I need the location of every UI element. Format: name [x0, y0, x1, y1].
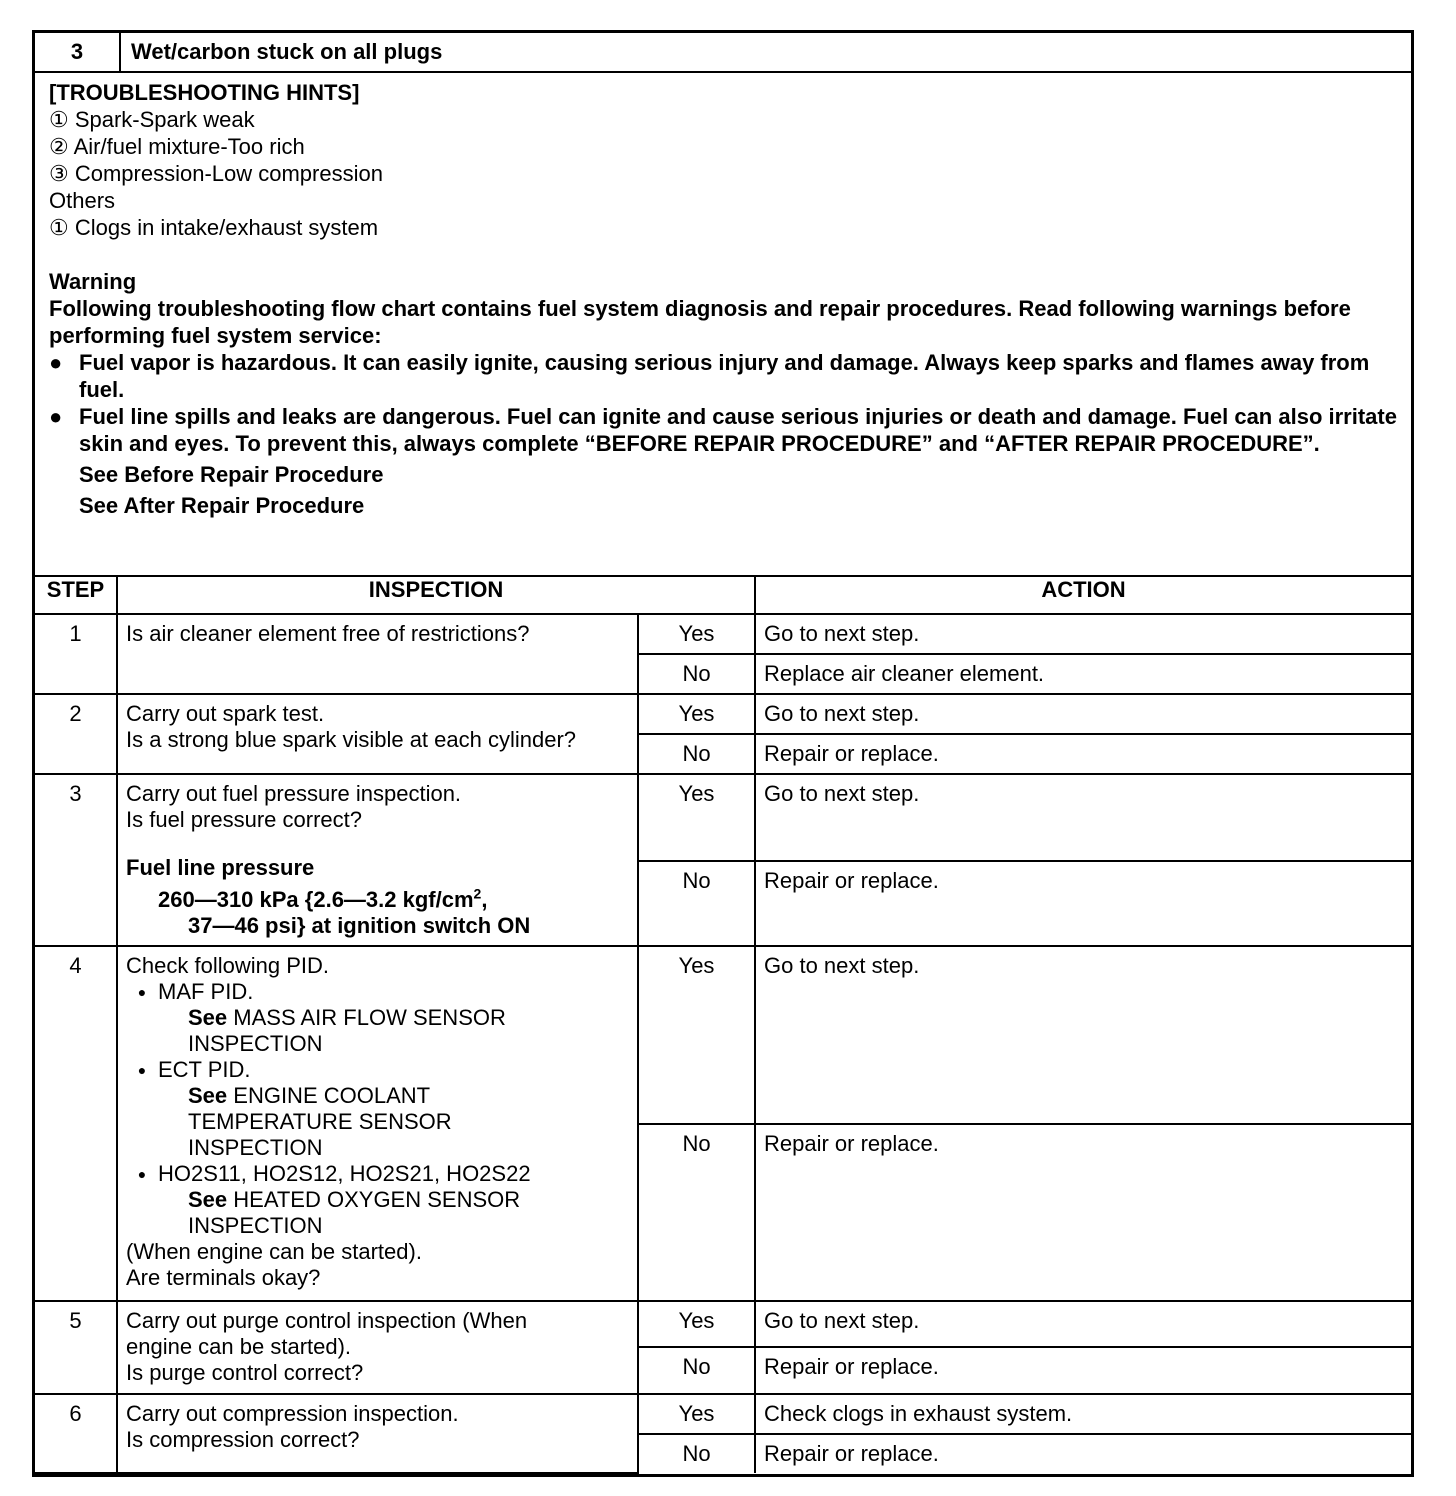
- no-label: No: [638, 861, 755, 947]
- yes-action: Go to next step.: [755, 1301, 1411, 1347]
- warning-intro: Following troubleshooting flow chart contains fuel system diagnosis and repair procedures. Read following warnings before performing fuel system service:: [49, 296, 1351, 348]
- inspection-line: ● ECT PID.: [126, 1057, 629, 1083]
- bullet-icon: ●: [137, 1062, 147, 1079]
- header-action: ACTION: [755, 577, 1411, 614]
- others-item: ① Clogs in intake/exhaust system: [49, 215, 379, 240]
- steps-table: [35, 577, 1411, 1474]
- before-repair-link[interactable]: See Before Repair Procedure: [79, 462, 384, 487]
- yes-label: Yes: [638, 1301, 755, 1347]
- inspection-line: INSPECTION: [188, 1213, 323, 1239]
- header-inspection: INSPECTION: [117, 577, 755, 614]
- step-number: 2: [35, 694, 117, 774]
- yes-label: Yes: [638, 774, 755, 861]
- step-inspection: [117, 1394, 638, 1473]
- bullet-icon: ●: [137, 1166, 147, 1183]
- step-inspection: [117, 774, 638, 946]
- inspection-line: INSPECTION: [188, 1135, 323, 1161]
- no-label: No: [638, 654, 755, 694]
- hints-heading: [TROUBLESHOOTING HINTS]: [49, 80, 360, 105]
- step-row-2-yes: [35, 694, 1411, 734]
- symptom-title: Wet/carbon stuck on all plugs: [131, 39, 443, 64]
- no-action: Repair or replace.: [755, 734, 1411, 774]
- inspection-line: Fuel line pressure: [126, 855, 315, 880]
- inspection-line: engine can be started).: [126, 1334, 352, 1360]
- symptom-number: 3: [35, 33, 121, 71]
- no-label: No: [638, 1347, 755, 1394]
- yes-action: Go to next step.: [755, 694, 1411, 734]
- bullet-icon: ●: [49, 404, 63, 429]
- inspection-line: Is a strong blue spark visible at each cylinder?: [126, 727, 577, 752]
- inspection-line: INSPECTION: [188, 1031, 323, 1057]
- inspection-line: ● HO2S11, HO2S12, HO2S21, HO2S22: [126, 1161, 629, 1187]
- warning-bullet: ● Fuel vapor is hazardous. It can easily ignite, causing serious injury and damage. Always keep sparks and flames away from fuel.: [49, 350, 1370, 402]
- no-label: No: [638, 734, 755, 774]
- inspection-line: Is fuel pressure correct?: [126, 807, 362, 832]
- no-action: Repair or replace.: [755, 1434, 1411, 1473]
- step-inspection: [117, 946, 638, 1301]
- step-row-3-yes: [35, 774, 1411, 861]
- warning-bullet: ● Fuel line spills and leaks are dangerous. Fuel can ignite and cause serious injuries or death and damage. Fuel can also irritate skin and eyes. To prevent this, always complete “BEFORE REPAIR PROCEDURE” and “AFTER REPAIR PROCEDURE”.: [49, 404, 1397, 456]
- yes-action: Check clogs in exhaust system.: [755, 1394, 1411, 1434]
- step-number: 1: [35, 614, 117, 694]
- troubleshooting-document: [32, 30, 1414, 1477]
- inspection-line: Is purge control correct?: [126, 1360, 364, 1386]
- no-label: No: [638, 1124, 755, 1301]
- step-number: 3: [35, 774, 117, 946]
- step-inspection: [117, 614, 638, 694]
- no-action: Replace air cleaner element.: [755, 654, 1411, 694]
- step-number: 6: [35, 1394, 117, 1473]
- yes-label: Yes: [638, 614, 755, 654]
- inspection-line: TEMPERATURE SENSOR: [188, 1109, 452, 1135]
- yes-label: Yes: [638, 1394, 755, 1434]
- step-number: 4: [35, 946, 117, 1301]
- inspection-line: See HEATED OXYGEN SENSOR: [188, 1187, 521, 1213]
- inspection-line: (When engine can be started).: [126, 1239, 422, 1265]
- yes-action: Go to next step.: [755, 774, 1411, 861]
- step-row-5-yes: [35, 1301, 1411, 1347]
- step-row-6-yes: [35, 1394, 1411, 1434]
- inspection-line: Are terminals okay?: [126, 1265, 321, 1291]
- others-label: Others: [49, 188, 116, 213]
- step-row-1-yes: [35, 614, 1411, 654]
- no-label: No: [638, 1434, 755, 1473]
- bullet-icon: ●: [137, 984, 147, 1001]
- yes-action: Go to next step.: [755, 614, 1411, 654]
- hints-section: [35, 73, 1411, 577]
- inspection-line: Carry out compression inspection.: [126, 1401, 459, 1427]
- inspection-line: See ENGINE COOLANT: [188, 1083, 431, 1109]
- inspection-line: ● MAF PID.: [126, 979, 629, 1005]
- after-repair-link[interactable]: See After Repair Procedure: [79, 493, 365, 518]
- inspection-line: Carry out purge control inspection (When: [126, 1308, 528, 1334]
- header-step: STEP: [35, 577, 117, 614]
- no-action: Repair or replace.: [755, 1124, 1411, 1301]
- yes-label: Yes: [638, 694, 755, 734]
- inspection-line: See MASS AIR FLOW SENSOR: [188, 1005, 506, 1031]
- yes-label: Yes: [638, 946, 755, 1124]
- no-action: Repair or replace.: [755, 1347, 1411, 1394]
- hint-item: ① Spark-Spark weak: [49, 107, 255, 132]
- step-inspection: [117, 1301, 638, 1394]
- warning-title: Warning: [49, 269, 137, 294]
- inspection-line: 260—310 kPa {2.6—3.2 kgf/$cm^2$,: [158, 886, 488, 913]
- inspection-line: Is air cleaner element free of restrictions?: [126, 621, 530, 646]
- inspection-line: Is compression correct?: [126, 1427, 360, 1453]
- inspection-line: Check following PID.: [126, 953, 329, 979]
- inspection-line: Carry out spark test.: [126, 701, 325, 726]
- hint-item: ③ Compression-Low compression: [49, 161, 383, 186]
- bullet-icon: ●: [49, 350, 63, 375]
- yes-action: Go to next step.: [755, 946, 1411, 1124]
- inspection-line: Carry out fuel pressure inspection.: [126, 781, 462, 806]
- step-inspection: [117, 694, 638, 774]
- step-row-4-yes: [35, 946, 1411, 1124]
- symptom-header: [35, 33, 1411, 73]
- inspection-line: 37—46 psi} at ignition switch ON: [188, 913, 531, 939]
- no-action: Repair or replace.: [755, 861, 1411, 947]
- step-number: 5: [35, 1301, 117, 1394]
- hint-item: ② Air/fuel mixture-Too rich: [49, 134, 305, 159]
